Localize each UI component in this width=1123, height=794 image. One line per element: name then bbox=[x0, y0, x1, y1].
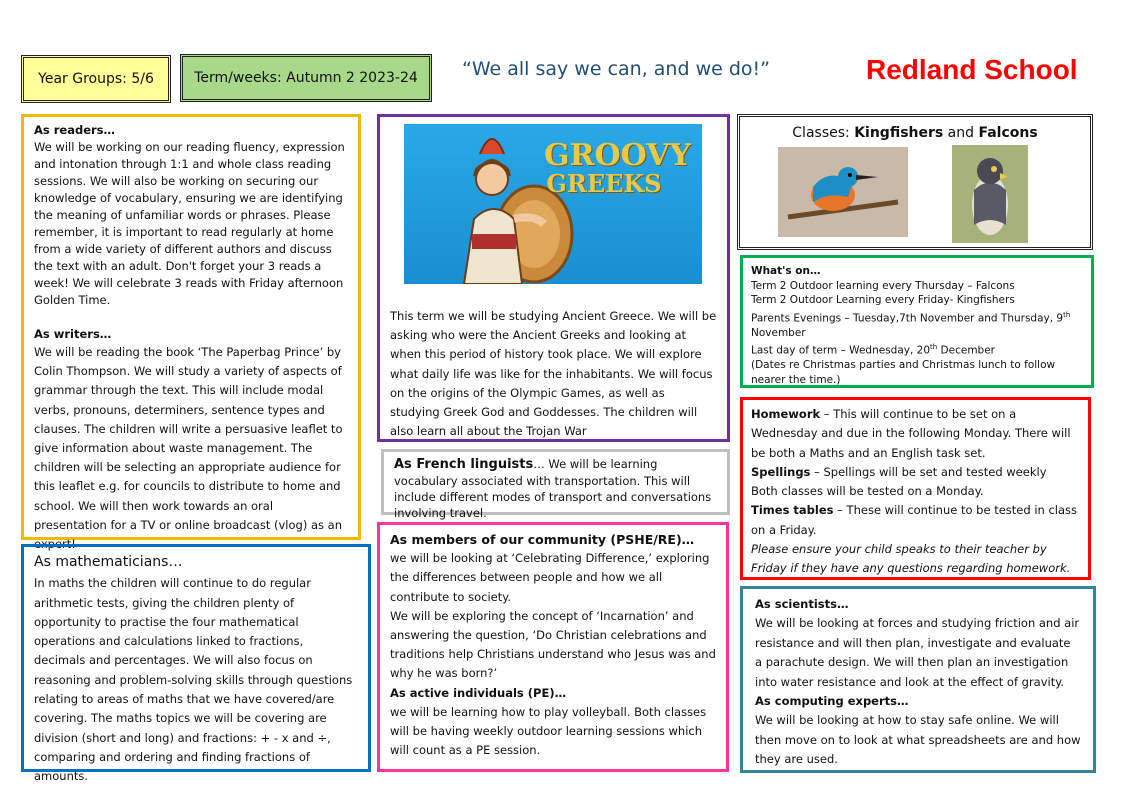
whats-on-line-1: Term 2 Outdoor learning every Thursday – Falcons bbox=[751, 279, 1015, 292]
spellings-text-2: Both classes will be tested on a Monday. bbox=[751, 484, 984, 499]
homework-heading: Homework bbox=[751, 407, 821, 421]
readers-heading: As readers… bbox=[34, 123, 116, 137]
spellings-heading: Spellings bbox=[751, 464, 811, 479]
maths-text: In maths the children will continue to do regular arithmetic tests, giving the children plenty of opportunity to practise the four mathematical operations and calculations linked to fractions, decimals and percentages. We will also focus on reasoning and problem-solving skills through questions relating to areas of maths that we have covered/are covering. The maths topics we will be covering are division (short and long) and fractions: + - x and ÷, comparing and ordering and finding fractions of amounts. bbox=[34, 576, 353, 784]
year-groups-text: Year Groups: 5/6 bbox=[38, 71, 154, 87]
classes-panel bbox=[737, 114, 1093, 250]
parents-evening-text: Parents Evenings – Tuesday,7th November and Thursday, 9 bbox=[751, 312, 1064, 324]
computing-text: We will be looking at how to stay safe online. We will then move on to look at what spreadsheets are and how they are used. bbox=[755, 713, 1081, 767]
groovy-greeks-image bbox=[404, 124, 702, 284]
readers-text: We will be working on our reading fluency, expression and intonation through 1:1 and whole class reading sessions. We will also be working on securing our knowledge of vocabulary, ensuring we are identifying the meaning of unfamiliar words or phrases. Please remember, it is important to read regularly at home from a wide variety of different authors and discuss the text with an adult. Don't forget your 3 reads a week! We will celebrate 3 reads with Friday afternoon Golden Time. bbox=[34, 140, 345, 307]
term-weeks-text: Term/weeks: Autumn 2 2023-24 bbox=[194, 70, 418, 86]
school-name-text: Redland School bbox=[866, 54, 1078, 85]
homework-text: – This will continue to be set on a Wednesday and due in the following Monday. There will be both a Maths and an English task set. bbox=[751, 407, 1071, 460]
community-text-2: We will be exploring the concept of ‘Incarnation’ and answering the question, ‘Do Christian celebrations and traditions help Christians understand who Jesus was and why he was born?’ bbox=[390, 608, 716, 681]
history-text: This term we will be studying Ancient Greece. We will be asking who were the Ancient Greeks and looking at when this period of history took place. We will explore what daily life was like for the inhabitants. We will focus on the origins of the Olympic Games, as well as studying Greek God and Goddesses. The children will also learn all about the Trojan War bbox=[390, 309, 717, 439]
whats-on-line-4 bbox=[751, 340, 1083, 358]
kingfishers-label: Kingfishers bbox=[854, 125, 944, 141]
times-tables-text: – These will continue to be tested in class on a Friday. bbox=[751, 503, 1078, 537]
classes-label: Classes: bbox=[792, 125, 855, 141]
november-text: November bbox=[751, 326, 806, 339]
classes-title bbox=[740, 125, 1090, 141]
whats-on-line-5: (Dates re Christmas parties and Christmas lunch to follow nearer the time.) bbox=[751, 359, 1056, 386]
homework-para bbox=[751, 405, 1080, 463]
writers-heading: As writers… bbox=[34, 327, 112, 341]
ordinal-sup: th bbox=[1063, 310, 1071, 319]
pe-text: we will be learning how to play volleyball. Both classes will be having weekly outdoor learning sessions which will count as a PE session. bbox=[390, 704, 707, 758]
whats-on-line-2: Term 2 Outdoor Learning every Friday- Kingfishers bbox=[751, 294, 1015, 306]
groovy-text: GROOVY bbox=[544, 138, 691, 173]
writers-text: We will be reading the book ‘The Paperbag Prince’ by Colin Thompson. We will study a variety of aspects of grammar through the text. This will include modal verbs, pronouns, determiners, sentence types and clauses. The children will write a persuasive leaflet to give information about waste management. The children will be selecting an appropriate audience for this leaflet e.g. for councils to distribute to home and school. We will then work towards an oral presentation for a TV or online broadcast (vlog) as an expert! bbox=[34, 345, 343, 552]
community-text-1: we will be looking at ‘Celebrating Difference,’ exploring the differences between people and how we all contribute to society. bbox=[390, 551, 710, 604]
pe-heading: As active individuals (PE)… bbox=[390, 685, 567, 700]
kingfisher-image bbox=[778, 147, 908, 237]
times-tables-heading: Times tables bbox=[751, 503, 834, 518]
classes-and: and bbox=[943, 125, 979, 141]
spellings-text: – Spellings will be set and tested weekly bbox=[810, 464, 1047, 479]
whats-on-panel bbox=[740, 255, 1094, 388]
french-panel bbox=[381, 449, 730, 520]
ordinal-sup: th bbox=[930, 343, 938, 351]
whats-on-heading: What's on… bbox=[751, 265, 821, 277]
community-heading: As members of our community (PSHE/RE)… bbox=[390, 532, 695, 547]
spellings-para bbox=[751, 463, 1080, 482]
maths-panel bbox=[21, 544, 371, 784]
science-heading: As scientists… bbox=[755, 597, 849, 611]
science-panel bbox=[740, 586, 1096, 773]
groovy-greeks-title bbox=[544, 138, 691, 198]
science-text: We will be looking at forces and studying friction and air resistance and will then plan, investigate and evaluate a parachute design. We will then plan an investigation into water resistance and look at the effect of gravity. bbox=[755, 616, 1080, 689]
french-text: … We will be learning vocabulary associated with transportation. This will include different modes of transport and conversations involving travel. bbox=[394, 457, 712, 520]
school-name bbox=[866, 54, 1096, 94]
times-tables-para bbox=[751, 501, 1080, 540]
homework-note: Please ensure your child speaks to their teacher by Friday if they have any questions regarding homework. bbox=[751, 542, 1071, 576]
falcon-image bbox=[952, 145, 1028, 243]
homework-panel bbox=[740, 397, 1091, 580]
year-groups-box bbox=[21, 55, 171, 103]
readers-writers-panel bbox=[21, 114, 361, 552]
computing-heading: As computing experts… bbox=[755, 694, 909, 709]
december-text: December bbox=[937, 344, 995, 357]
whats-on-line-3 bbox=[751, 308, 1083, 341]
community-panel bbox=[377, 522, 729, 772]
maths-heading: As mathematicians… bbox=[34, 554, 183, 570]
falcons-label: Falcons bbox=[978, 125, 1038, 141]
motto-text: “We all say we can, and we do!” bbox=[462, 58, 770, 80]
french-heading: As French linguists bbox=[394, 457, 534, 472]
last-day-text: Last day of term – Wednesday, 20 bbox=[751, 344, 931, 357]
school-motto bbox=[462, 58, 782, 88]
greeks-text: GREEKS bbox=[546, 169, 662, 198]
term-weeks-box bbox=[180, 54, 432, 102]
history-panel bbox=[377, 114, 730, 442]
